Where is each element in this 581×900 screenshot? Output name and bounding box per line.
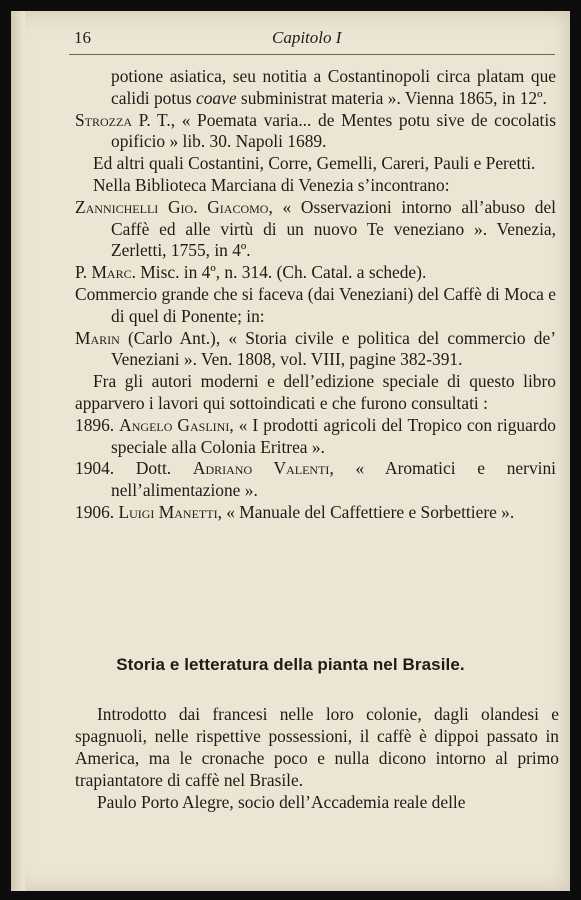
- paragraph: Commercio grande che si faceva (dai Veneziani) del Caffè di Moca e di quel di Ponente; in:: [75, 283, 556, 326]
- author-name: Zannichelli Gio. Giacomo: [75, 196, 269, 217]
- bibliography-entry: 1906. Luigi Manetti, « Manuale del Caffettiere e Sorbettiere ».: [75, 501, 515, 522]
- author-name: Marin: [75, 327, 120, 348]
- bibliography-text: [75, 66, 556, 524]
- header-rule: [69, 54, 555, 55]
- bibliography-entry: potione asiatica, seu notitia a Costantinopoli circa platam que calidi potus coave subministrat materia ». Vienna 1865, in 12º.: [111, 66, 556, 108]
- bibliography-entry: Strozza P. T., « Poemata varia... de Mentes potu sive de cocolatis opificio » lib. 30. Napoli 1689.: [75, 109, 556, 152]
- paragraph: Ed altri quali Costantini, Corre, Gemelli, Careri, Pauli e Peretti.: [93, 153, 536, 174]
- page-gutter-shadow: [11, 11, 25, 891]
- author-name: Strozza P. T.: [75, 109, 171, 130]
- running-title: Capitolo I: [272, 28, 342, 47]
- author-name: Adriano Valenti: [192, 458, 330, 479]
- body-text: [75, 704, 559, 814]
- paragraph: Fra gli autori moderni e dell’edizione speciale di questo libro apparvero i lavori qui sottoindicati e che furono consultati :: [75, 371, 556, 413]
- page-number: 16: [74, 28, 91, 47]
- bibliography-entry: 1896. Angelo Gaslini, « I prodotti agricoli del Tropico con riguardo speciale alla Colonia Eritrea ».: [75, 414, 556, 457]
- author-name: Luigi Manetti: [118, 501, 218, 522]
- section-heading: Storia e letteratura della pianta nel Brasile.: [116, 655, 465, 674]
- author-name: Angelo Gaslini: [119, 414, 230, 435]
- page-header: [74, 26, 558, 50]
- bibliography-entry: Zannichelli Gio. Giacomo, « Osservazioni intorno all’abuso del Caffè ed alle virtù di un nuovo Te veneziano ». Venezia, Zerletti, 1755, in 4º.: [75, 196, 556, 261]
- book-page: [11, 11, 570, 891]
- bibliography-entry: Marin (Carlo Ant.), « Storia civile e politica del commercio de’ Veneziani ». Ven. 1808, vol. VIII, pagine 382-391.: [75, 327, 556, 370]
- bibliography-entry: 1904. Dott. Adriano Valenti, « Aromatici e nervini nell’alimentazione ».: [75, 458, 556, 501]
- paragraph: Nella Biblioteca Marciana di Venezia s’incontrano:: [93, 174, 450, 195]
- paragraph: Introdotto dai francesi nelle loro colonie, dagli olandesi e spagnuoli, nelle rispettive possessioni, il caffè è dippoi passato in America, ma le cronache poco e nulla dicono intorno al primo trapiantatore di caffè nel Brasile.: [75, 704, 559, 790]
- paragraph: Paulo Porto Alegre, socio dell’Accademia reale delle: [97, 791, 466, 812]
- source-abbrev: P. Marc.: [75, 262, 136, 283]
- bibliography-entry: P. Marc. Misc. in 4º, n. 314. (Ch. Catal. a schede).: [75, 262, 427, 283]
